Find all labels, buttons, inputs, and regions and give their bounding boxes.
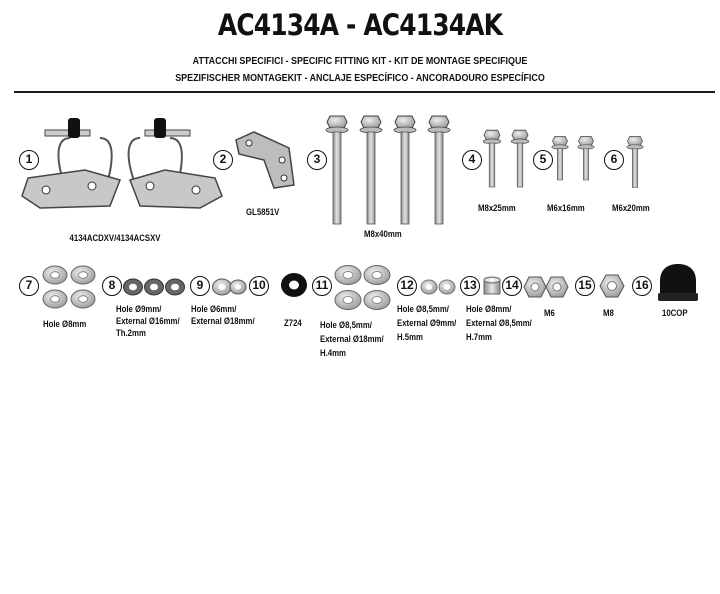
- part-label-10: Z724: [284, 318, 302, 329]
- long-screw-icon: [320, 112, 460, 222]
- part-label-16: 10COP: [662, 308, 688, 319]
- washer-icon-8: [123, 277, 185, 299]
- part-label-15: M8: [603, 308, 614, 319]
- part-label-1: 4134ACDXV/4134ACSXV: [69, 233, 161, 244]
- part-number-9: 9: [190, 276, 210, 296]
- subtitle-multilingual-1: ATTACCHI SPECIFICI - SPECIFIC FITTING KIT - KIT DE MONTAGE SPECIFIQUE: [192, 55, 528, 67]
- part-number-2: 2: [213, 150, 233, 170]
- plate-bracket-icon: [234, 130, 304, 190]
- part-number-15: 15: [575, 276, 595, 296]
- bracket-pair-icon: [10, 108, 225, 218]
- subtitle-multilingual-2: SPEZIFISCHER MONTAGEKIT - ANCLAJE ESPECÍFICO - ANCORADOURO ESPECÍFICO: [175, 72, 545, 84]
- part-number-4: 4: [462, 150, 482, 170]
- part-label-7: Hole Ø8mm: [43, 319, 87, 330]
- part-label-4: M8x25mm: [478, 203, 516, 214]
- part-number-14: 14: [502, 276, 522, 296]
- part-label-5: M6x16mm: [547, 203, 585, 214]
- part-number-13: 13: [460, 276, 480, 296]
- part-label-13-line-3: H.7mm: [466, 332, 492, 343]
- nut-icon: [522, 274, 570, 300]
- part-number-8: 8: [102, 276, 122, 296]
- rubber-ring-icon: [280, 272, 308, 298]
- part-number-3: 3: [307, 150, 327, 170]
- part-label-9-line-1: Hole Ø6mm/: [191, 304, 237, 315]
- part-label-11-line-2: External Ø18mm/: [320, 334, 384, 345]
- part-number-12: 12: [397, 276, 417, 296]
- part-label-8-line-1: Hole Ø9mm/: [116, 304, 162, 315]
- part-number-1: 1: [19, 150, 39, 170]
- short-screw-icon: [548, 133, 603, 183]
- washer-icon-11: [334, 263, 392, 313]
- part-number-11: 11: [312, 276, 332, 296]
- part-label-13-line-1: Hole Ø8mm/: [466, 304, 512, 315]
- nut-icon-15: [598, 272, 626, 300]
- part-label-8-line-3: Th.2mm: [116, 328, 146, 339]
- part-number-6: 6: [604, 150, 624, 170]
- washer-icon: [42, 263, 98, 313]
- part-number-16: 16: [632, 276, 652, 296]
- cap-icon: [656, 263, 700, 303]
- part-label-3: M8x40mm: [364, 229, 402, 240]
- part-label-9-line-2: External Ø18mm/: [191, 316, 255, 327]
- page-title: AC4134A - AC4134AK: [217, 8, 503, 42]
- part-label-6: M6x20mm: [612, 203, 650, 214]
- part-label-12-line-2: External Ø9mm/: [397, 318, 457, 329]
- part-number-7: 7: [19, 276, 39, 296]
- washer-icon-9: [212, 277, 247, 299]
- spacer-icon: [420, 278, 456, 296]
- part-label-11-line-3: H.4mm: [320, 348, 346, 359]
- part-label-8-line-2: External Ø16mm/: [116, 316, 180, 327]
- part-number-10: 10: [249, 276, 269, 296]
- part-label-11-line-1: Hole Ø8,5mm/: [320, 320, 372, 331]
- part-label-13-line-2: External Ø8,5mm/: [466, 318, 532, 329]
- part-label-2: GL5851V: [246, 207, 280, 218]
- spacer-icon-13: [482, 276, 502, 298]
- part-number-5: 5: [533, 150, 553, 170]
- part-label-12-line-3: H.5mm: [397, 332, 423, 343]
- screw-icon: [480, 125, 540, 190]
- header-divider: [14, 91, 715, 93]
- screw-icon-6: [622, 133, 652, 188]
- part-label-12-line-1: Hole Ø8,5mm/: [397, 304, 449, 315]
- part-label-14: M6: [544, 308, 555, 319]
